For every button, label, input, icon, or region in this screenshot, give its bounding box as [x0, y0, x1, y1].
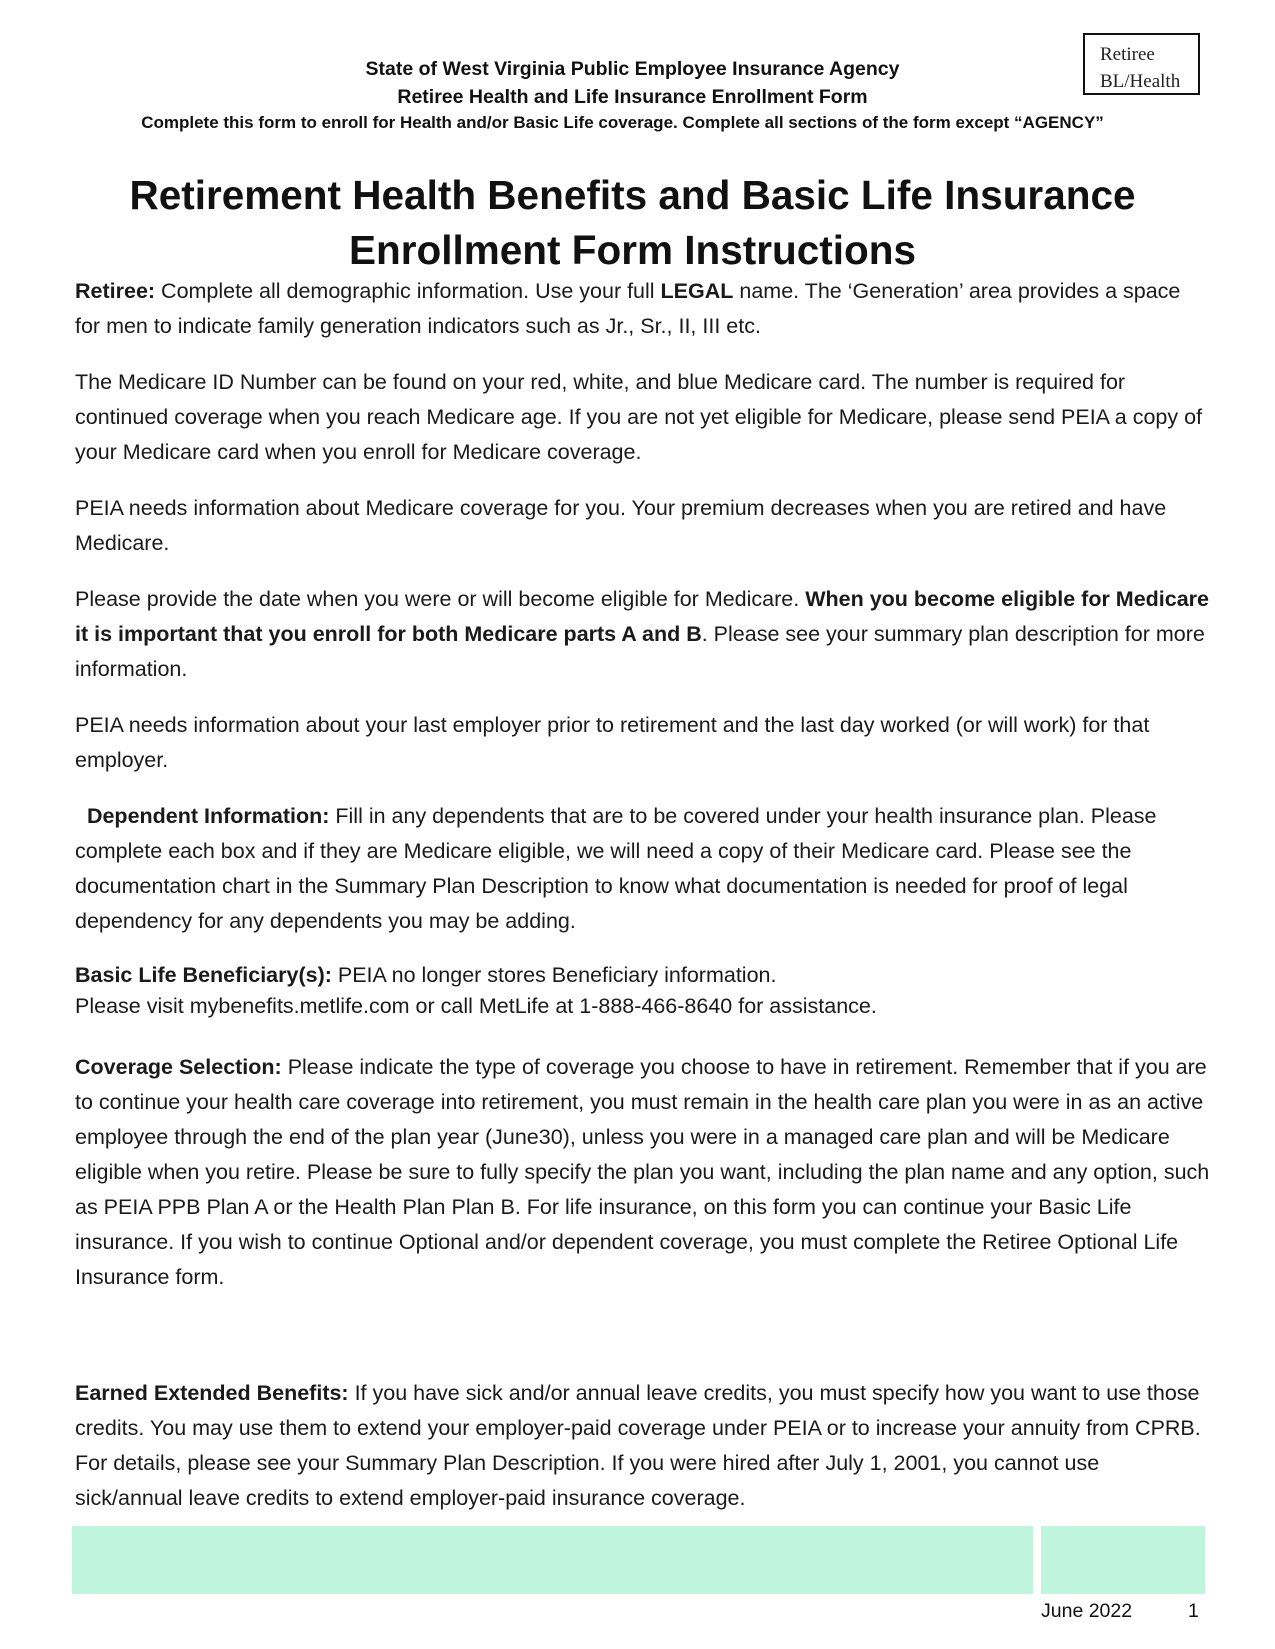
retiree-text-b: name. The ‘Generation’ area provides a space for men to indicate family generation indicators such as Jr., Sr., II, III etc. — [75, 279, 1181, 338]
beneficiary-text: PEIA no longer stores Beneficiary information. — [331, 963, 777, 987]
dependent-text: Fill in any dependents that are to be covered under your health insurance plan. Please complete each box and if they are Medicare eligible, we will need a copy of their Medicare card. Please see the documentation chart in the Summary Plan Description to know what documentation is needed for proof of legal dependency for any dependents you may be adding. — [75, 804, 1157, 933]
dependent-label: Dependent Information: — [86, 804, 330, 828]
form-instruction: Complete this form to enroll for Health and/or Basic Life coverage. Complete all sections of the form except “AGENCY” — [141, 113, 1104, 132]
medicare-coverage-paragraph: PEIA needs information about Medicare coverage for you. Your premium decreases when you are retired and have Medicare. — [75, 496, 1167, 555]
dependent-section — [75, 799, 1210, 939]
coverage-label: Coverage Selection: — [75, 1055, 282, 1079]
earned-label: Earned Extended Benefits: — [75, 1381, 349, 1405]
footer-date: June 2022 — [1041, 1600, 1133, 1622]
footer-bar-left — [72, 1526, 1033, 1594]
page-title-line2: Enrollment Form Instructions — [348, 227, 917, 273]
beneficiary-section — [75, 960, 1210, 1022]
medicare-date-text-b: . Please see your summary plan description for more information. — [75, 622, 1205, 681]
earned-text: If you have sick and/or annual leave credits, you must specify how you want to use those credits. You may use them to extend your employer-paid coverage under PEIA or to increase your annuity from CPRB. For details, please see your Summary Plan Description. If you were hired after July 1, 2001, you cannot use sick/annual leave credits to extend employer-paid insurance coverage. — [75, 1381, 1201, 1510]
last-employer-paragraph: PEIA needs information about your last employer prior to retirement and the last day worked (or will work) for that employer. — [75, 713, 1150, 772]
medicare-date-text-a: Please provide the date when you were or will become eligible for Medicare. — [75, 587, 806, 611]
medicare-date-bold: When you become eligible for Medicare it is important that you enroll for both Medicare parts A and B — [75, 587, 1210, 646]
beneficiary-line2: Please visit mybenefits.metlife.com or call MetLife at 1-888-466-8640 for assistance. — [75, 994, 877, 1018]
retiree-label: Retiree: — [75, 279, 156, 303]
instructions-body — [75, 274, 1210, 1537]
earned-section — [75, 1376, 1210, 1516]
form-code-line2: BL/Health — [1100, 71, 1181, 92]
form-name: Retiree Health and Life Insurance Enrollment Form — [397, 86, 868, 108]
agency-name: State of West Virginia Public Employee Insurance Agency — [365, 58, 900, 80]
coverage-text: Please indicate the type of coverage you choose to have in retirement. Remember that if you are to continue your health care coverage into retirement, you must remain in the health care plan you were in as an active employee through the end of the plan year (June30), unless you were in a managed care plan and will be Medicare eligible when you retire. Please be sure to fully specify the plan you want, including the plan name and any option, such as PEIA PPB Plan A or the Health Plan Plan B. For life insurance, on this form you can continue your Basic Life insurance. If you wish to continue Optional and/or dependent coverage, you must complete the Retiree Optional Life Insurance form. — [75, 1055, 1210, 1289]
page-title-line1: Retirement Health Benefits and Basic Life Insurance — [129, 172, 1136, 218]
page-title — [0, 168, 1270, 278]
beneficiary-label: Basic Life Beneficiary(s): — [75, 963, 332, 987]
retiree-text-a: Complete all demographic information. Use your full — [155, 279, 661, 303]
legal-emphasis: LEGAL — [660, 279, 734, 303]
coverage-section — [75, 1050, 1210, 1295]
medicare-id-paragraph: The Medicare ID Number can be found on your red, white, and blue Medicare card. The number is required for continued coverage when you reach Medicare age. If you are not yet eligible for Medicare, please send PEIA a copy of your Medicare card when you enroll for Medicare coverage. — [75, 370, 1203, 464]
footer-bar-right — [1041, 1526, 1205, 1594]
form-code-line1: Retiree — [1100, 44, 1155, 65]
retiree-section — [75, 274, 1210, 344]
medicare-date-paragraph — [75, 582, 1210, 687]
page-number: 1 — [1188, 1600, 1199, 1622]
